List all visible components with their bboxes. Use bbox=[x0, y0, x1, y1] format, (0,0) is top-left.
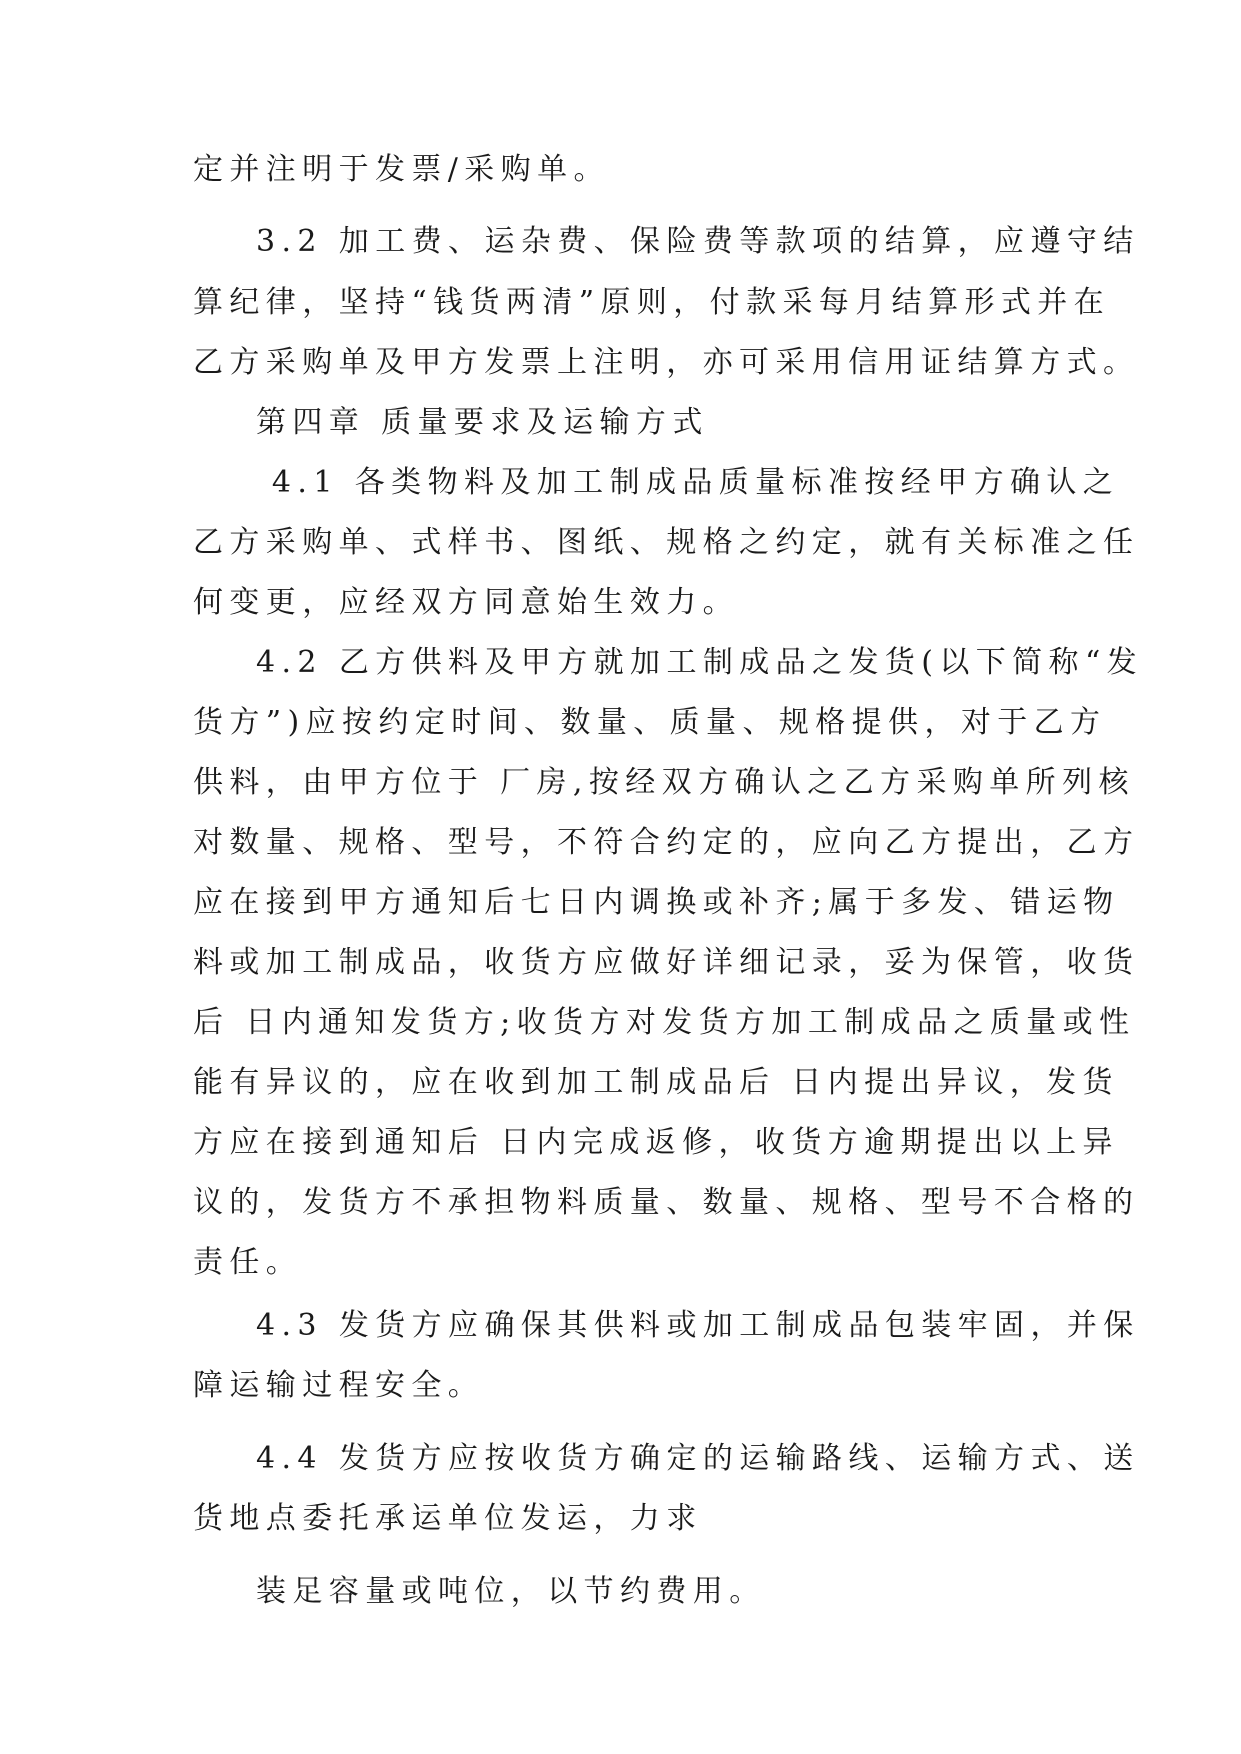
text-line-4: 乙方采购单及甲方发票上注明，亦可采用信用证结算方式。 bbox=[193, 345, 1140, 380]
text-line-3: 算纪律，坚持“钱货两清”原则，付款采每月结算形式并在 bbox=[193, 285, 1111, 320]
text-line-1: 定并注明于发票/采购单。 bbox=[193, 152, 610, 187]
text-line-16: 能有异议的，应在收到加工制成品后 日内提出异议，发货 bbox=[193, 1065, 1119, 1100]
text-line-17: 方应在接到通知后 日内完成返修，收货方逾期提出以上异 bbox=[193, 1125, 1119, 1160]
text-line-10: 货方”)应按约定时间、数量、质量、规格提供，对于乙方 bbox=[193, 705, 1107, 740]
text-line-23: 货地点委托承运单位发运，力求 bbox=[193, 1501, 703, 1536]
text-line-7: 乙方采购单、式样书、图纸、规格之约定，就有关标准之任 bbox=[193, 525, 1140, 560]
text-line-20: 4.3 发货方应确保其供料或加工制成品包装牢固，并保 bbox=[256, 1308, 1140, 1343]
text-line-2: 3.2 加工费、运杂费、保险费等款项的结算，应遵守结 bbox=[256, 224, 1140, 259]
text-line-12: 对数量、规格、型号，不符合约定的，应向乙方提出，乙方 bbox=[193, 825, 1140, 860]
text-line-9: 4.2 乙方供料及甲方就加工制成品之发货(以下简称“发 bbox=[256, 645, 1144, 680]
text-line-18: 议的，发货方不承担物料质量、数量、规格、型号不合格的 bbox=[193, 1185, 1140, 1220]
text-line-14: 料或加工制成品，收货方应做好详细记录，妥为保管，收货 bbox=[193, 945, 1140, 980]
text-line-24: 装足容量或吨位，以节约费用。 bbox=[256, 1574, 766, 1609]
text-line-8: 何变更，应经双方同意始生效力。 bbox=[193, 585, 739, 620]
text-line-11: 供料，由甲方位于 厂房,按经双方确认之乙方采购单所列核 bbox=[193, 765, 1135, 800]
text-line-6: 4.1 各类物料及加工制成品质量标准按经甲方确认之 bbox=[256, 465, 1120, 500]
text-line-19: 责任。 bbox=[193, 1245, 303, 1280]
text-line-15: 后 日内通知发货方;收货方对发货方加工制成品之质量或性 bbox=[193, 1005, 1136, 1040]
chapter-heading: 第四章 质量要求及运输方式 bbox=[256, 405, 709, 440]
text-line-13: 应在接到甲方通知后七日内调换或补齐;属于多发、错运物 bbox=[193, 885, 1120, 920]
text-line-21: 障运输过程安全。 bbox=[193, 1368, 485, 1403]
text-line-22: 4.4 发货方应按收货方确定的运输路线、运输方式、送 bbox=[256, 1441, 1140, 1476]
